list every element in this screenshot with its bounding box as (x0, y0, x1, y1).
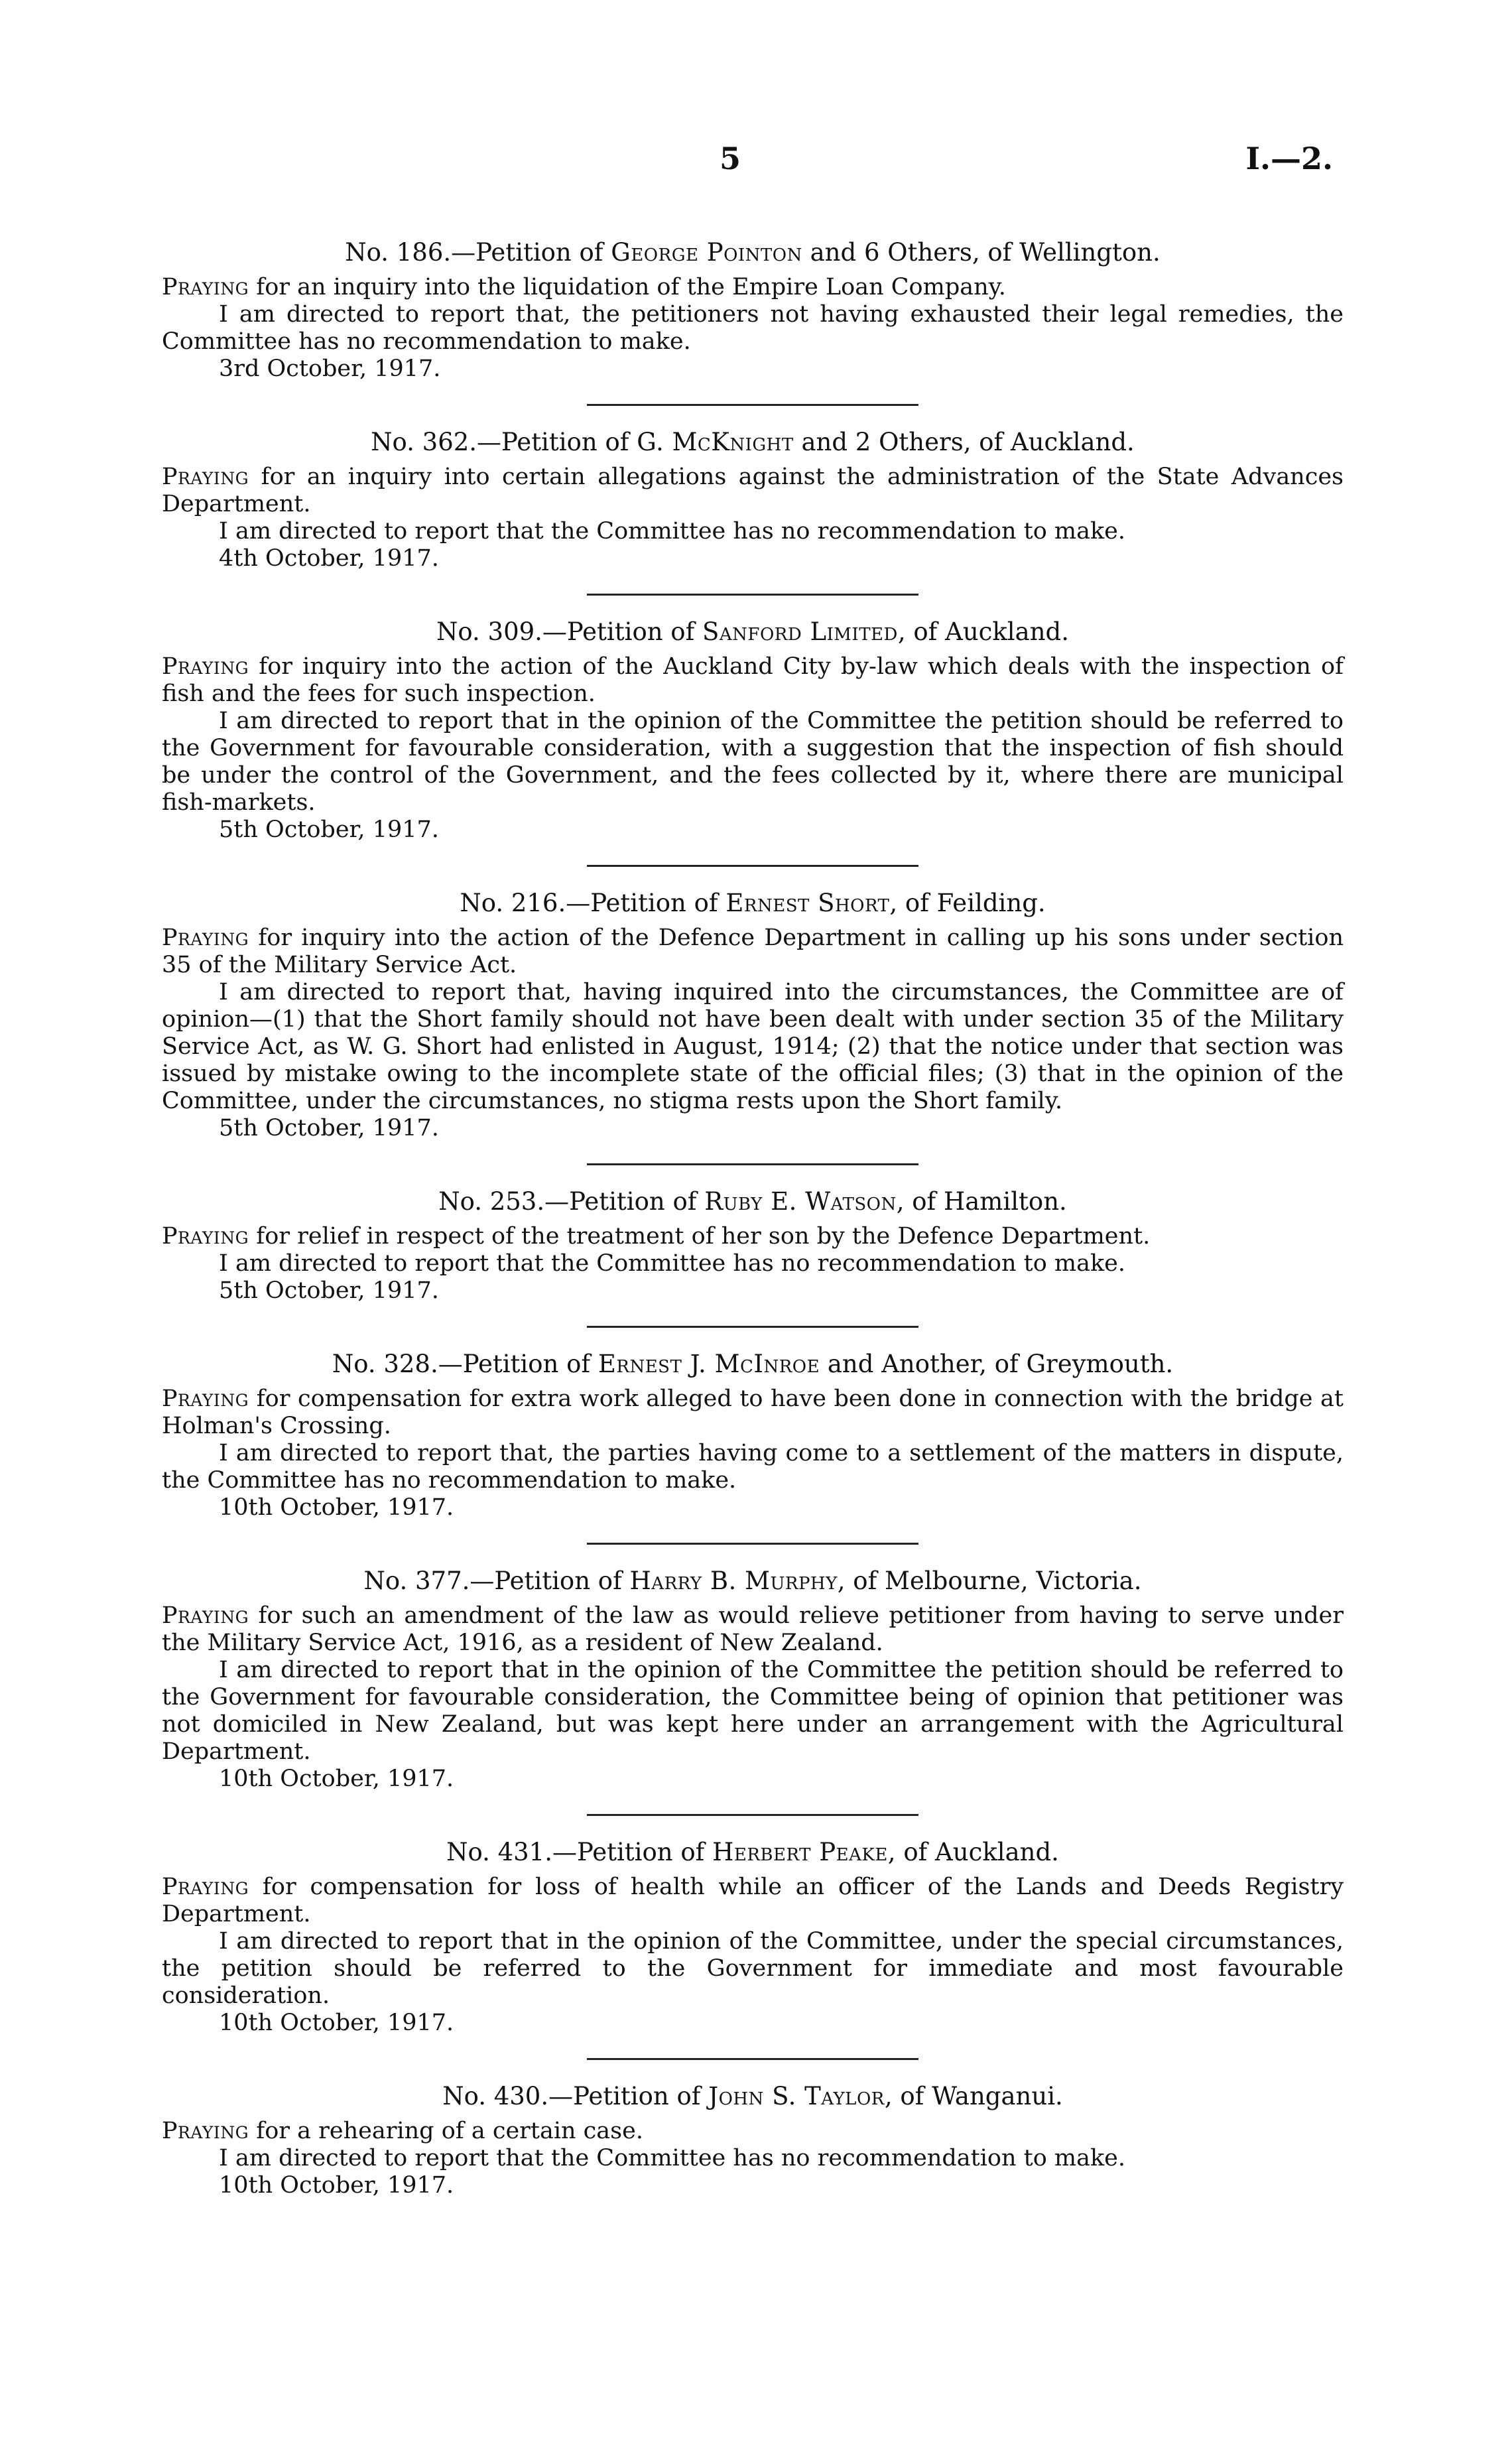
petition-entry (162, 1839, 1344, 2037)
report-date: 5th October, 1917. (219, 1115, 439, 1141)
report-date: 10th October, 1917. (219, 1766, 454, 1792)
petition-entry (162, 2083, 1344, 2199)
petition-entry (162, 428, 1344, 572)
petition-number: No. 430.—Petition of (442, 2082, 709, 2110)
report-paragraph: I am directed to report that, the petitioners not having exhausted their legal remedies, the Committee has no recommendation to make. (162, 301, 1344, 355)
section-divider (587, 1814, 918, 1816)
section-divider (587, 404, 918, 406)
praying-text: for such an amendment of the law as would relieve petitioner from having to serve under the Military Service Act, 1916, as a resident of New Zealand. (162, 1602, 1344, 1656)
petition-number: No. 377.—Petition of (363, 1567, 630, 1595)
report-paragraph: I am directed to report that in the opinion of the Committee, under the special circumstances, the petition should be referred to the Government for immediate and most favourable consideration. (162, 1928, 1344, 2009)
petition-origin: , of Auckland. (897, 617, 1069, 646)
praying-paragraph (162, 1874, 1344, 1928)
praying-paragraph (162, 2118, 1344, 2145)
petition-entry (162, 889, 1344, 1142)
report-date: 10th October, 1917. (219, 2172, 454, 2199)
petition-number: No. 253.—Petition of (438, 1187, 705, 1216)
praying-paragraph (162, 653, 1344, 708)
petition-entry (162, 239, 1344, 383)
petitioner-name: Ernest Short (725, 889, 890, 917)
report-paragraph: I am directed to report that in the opinion of the Committee the petition should be referred to the Government for favourable consideration, the Committee being of opinion that petitioner was not domiciled in New Zealand, but was kept here under an arrangement with the Agricultural Department. (162, 1657, 1344, 1765)
petitioner-name: Ernest J. McInroe (598, 1350, 820, 1378)
petition-number: No. 431.—Petition of (446, 1838, 713, 1866)
praying-text: for a rehearing of a certain case. (249, 2118, 643, 2144)
petition-origin: and 6 Others, of Wellington. (802, 238, 1161, 267)
petitioner-name: Sanford Limited (702, 617, 898, 646)
report-paragraph: I am directed to report that, the parties having come to a settlement of the matters in dispute, the Committee has no recommendation to make. (162, 1440, 1344, 1494)
praying-text: for an inquiry into the liquidation of the Empire Loan Company. (249, 274, 1006, 300)
praying-paragraph (162, 1602, 1344, 1657)
page-header (0, 141, 1512, 187)
page-number: 5 (720, 141, 741, 176)
petitioner-name: Ruby E. Watson (704, 1187, 897, 1216)
praying-text: for inquiry into the action of the Auckland City by-law which deals with the inspection of fish and the fees for such inspection. (162, 653, 1344, 707)
petition-title (162, 889, 1344, 917)
report-date: 5th October, 1917. (219, 1277, 439, 1304)
petition-title (162, 239, 1344, 266)
petition-title (162, 618, 1344, 645)
praying-word: Praying (162, 653, 249, 680)
praying-word: Praying (162, 1602, 249, 1629)
petition-title (162, 1188, 1344, 1215)
petition-title (162, 428, 1344, 456)
praying-paragraph (162, 925, 1344, 979)
section-divider (587, 865, 918, 867)
petition-origin: , of Feilding. (889, 889, 1046, 917)
report-paragraph: I am directed to report that the Committee has no recommendation to make. (219, 518, 1126, 545)
petition-number: No. 309.—Petition of (436, 617, 703, 646)
report-paragraph: I am directed to report that the Committee has no recommendation to make. (219, 2145, 1126, 2171)
praying-word: Praying (162, 464, 249, 490)
petition-origin: and Another, of Greymouth. (820, 1350, 1174, 1378)
praying-text: for compensation for loss of health while an officer of the Lands and Deeds Registry Department. (162, 1874, 1344, 1927)
petition-origin: , of Wanganui. (884, 2082, 1063, 2110)
praying-paragraph (162, 274, 1344, 301)
section-divider (587, 594, 918, 596)
petition-title (162, 1839, 1344, 1866)
petition-entry (162, 1350, 1344, 1521)
petition-origin: and 2 Others, of Auckland. (793, 428, 1135, 456)
praying-word: Praying (162, 1223, 249, 1250)
praying-paragraph (162, 1386, 1344, 1440)
praying-word: Praying (162, 1386, 249, 1412)
section-divider (587, 1543, 918, 1545)
petition-title (162, 1567, 1344, 1594)
praying-text: for inquiry into the action of the Defence Department in calling up his sons under section 35 of the Military Service Act. (162, 925, 1344, 978)
report-date: 10th October, 1917. (219, 2010, 454, 2036)
petitioner-name: G. McKnight (637, 428, 794, 456)
petition-title (162, 1350, 1344, 1378)
petition-number: No. 186.—Petition of (345, 238, 611, 267)
petition-number: No. 362.—Petition of (371, 428, 637, 456)
petitions-list (162, 239, 1344, 2199)
praying-word: Praying (162, 274, 249, 300)
section-divider (587, 1163, 918, 1165)
report-date: 3rd October, 1917. (219, 355, 441, 382)
section-divider (587, 1326, 918, 1328)
report-date: 10th October, 1917. (219, 1494, 454, 1521)
petitioner-name: John S. Taylor (708, 2082, 885, 2110)
praying-text: for relief in respect of the treatment of her son by the Defence Department. (249, 1223, 1151, 1250)
praying-text: for compensation for extra work alleged to have been done in connection with the bridge at Holman's Crossing. (162, 1386, 1344, 1439)
praying-text: for an inquiry into certain allegations against the administration of the State Advances Department. (162, 464, 1344, 517)
report-date: 4th October, 1917. (219, 545, 439, 572)
petitioner-name: Herbert Peake (712, 1838, 888, 1866)
petition-entry (162, 1188, 1344, 1305)
paper-reference: I.—2. (1245, 141, 1333, 176)
petition-title (162, 2083, 1344, 2110)
petition-entry (162, 1567, 1344, 1793)
report-paragraph: I am directed to report that in the opinion of the Committee the petition should be referred to the Government for favourable consideration, with a suggestion that the inspection of fish should be under the control of the Government, and the fees collected by it, where there are municipal fish-markets. (162, 708, 1344, 816)
petitioner-name: Harry B. Murphy (629, 1567, 838, 1595)
petitioner-name: George Pointon (611, 238, 802, 267)
petition-entry (162, 618, 1344, 844)
section-divider (587, 2058, 918, 2060)
petition-origin: , of Melbourne, Victoria. (837, 1567, 1142, 1595)
report-date: 5th October, 1917. (219, 816, 439, 843)
praying-paragraph (162, 464, 1344, 518)
petition-number: No. 328.—Petition of (332, 1350, 598, 1378)
petition-origin: , of Hamilton. (896, 1187, 1067, 1216)
praying-word: Praying (162, 2118, 249, 2144)
report-paragraph: I am directed to report that the Committee has no recommendation to make. (219, 1250, 1126, 1277)
praying-word: Praying (162, 925, 249, 951)
petition-number: No. 216.—Petition of (460, 889, 726, 917)
praying-word: Praying (162, 1874, 249, 1900)
report-paragraph: I am directed to report that, having inquired into the circumstances, the Committee are of opinion—(1) that the Short family should not have been dealt with under section 35 of the Military Service Act, as W. G. Short had enlisted in August, 1914; (2) that the notice under that section was issued by mistake owing to the incomplete state of the official files; (3) that in the opinion of the Committee, under the circumstances, no stigma rests upon the Short family. (162, 979, 1344, 1114)
petition-origin: , of Auckland. (887, 1838, 1059, 1866)
praying-paragraph (162, 1223, 1344, 1250)
